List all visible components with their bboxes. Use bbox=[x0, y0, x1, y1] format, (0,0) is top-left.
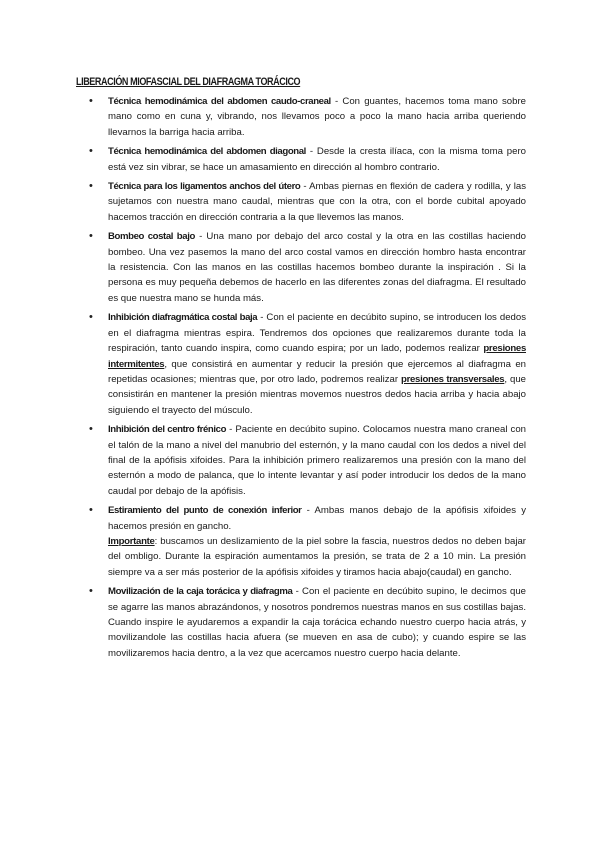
technique-list bbox=[78, 94, 526, 665]
technique-term: Técnica para los ligamentos anchos del útero bbox=[108, 181, 301, 193]
list-item bbox=[78, 94, 526, 140]
list-item bbox=[78, 310, 526, 418]
technique-description: - Paciente en decúbito supino. Colocamos nuestra mano craneal con el talón de la mano a nivel del manubrio del esternón, y la mano caudal con los dedos a nivel del final de la apófisis xifoides. Para la inhibición primero realizaremos una presión con la mano del esternón a modo de palanca, que lo intente levantar y así poder introducir los dedos de la mano caudal por debajo de la apófisis. bbox=[108, 424, 526, 497]
technique-description-end: , que consistirán en mantener la presión mientras movemos nuestros dedos hacia arriba y hacia abajo siguiendo el trayecto del músculo. bbox=[108, 373, 526, 416]
technique-description-cont: , que consistirá en aumentar y reducir la presión que ejercemos al diafragma en repetidas ocasiones; mientras que, por otro lado, podremos realizar bbox=[108, 358, 526, 385]
important-label: Importante bbox=[108, 535, 155, 547]
list-item bbox=[78, 179, 526, 225]
technique-description: - Con el paciente en decúbito supino, se introducen los dedos en el diafragma mientras espira. Tendremos dos opciones que realizaremos durante toda la respiración, tanto cuando inspira, como cuando espira; por un lado, podemos realizar bbox=[108, 312, 526, 355]
technique-term: Estiramiento del punto de conexión inferior bbox=[108, 505, 302, 517]
technique-term: Bombeo costal bajo bbox=[108, 231, 195, 243]
list-item bbox=[78, 229, 526, 306]
technique-description: - Desde la cresta ilíaca, con la misma toma pero está vez sin vibrar, se hace un amasamiento en dirección al hombro contrario. bbox=[108, 146, 526, 173]
technique-term: Técnica hemodinámica del abdomen caudo-craneal bbox=[108, 96, 331, 107]
emphasis-intermittent-pressure: presiones intermitentes bbox=[108, 343, 526, 370]
important-text: : buscamos un deslizamiento de la piel sobre la fascia, nuestros dedos no deben bajar del ombligo. Durante la espiración aumentamos la presión, se trata de 2 a 10 min. La presión siempre va a ser más posterior de la apófisis xifoides y tiramos hacia abajo(caudal) en gancho. bbox=[108, 535, 526, 578]
technique-description: - Ambas manos debajo de la apófisis xifoides y hacemos presión en gancho. bbox=[108, 505, 526, 532]
technique-description: - Una mano por debajo del arco costal y la otra en las costillas haciendo bombeo. Una vez pasemos la mano del arco costal vamos en dirección hombro hasta encontrar la resistencia. Con las manos en las costillas hacemos bombeo durante la inspiración . Si la persona es muy pequeña debemos de hacerlo en las diferentes zonas del diafragma. El resultado es que nuestra mano se hunda más. bbox=[108, 231, 526, 304]
emphasis-transverse-pressure: presiones transversales bbox=[401, 373, 505, 385]
list-item bbox=[78, 144, 526, 175]
list-item bbox=[78, 422, 526, 499]
technique-description: - Con el paciente en decúbito supino, le decimos que se agarre las manos abrazándonos, y nosotros pondremos nuestras manos en sus costillas bajas. Cuando inspire le ayudaremos a expandir la caja torácica echando nuestro cuerpo hacia atrás, y movilizandole las costillas hacia afuera (se mueven en asa de cubo); y cuando espire se las movilizaremos hacia dentro, a la vez que acercamos nuestro cuerpo hacia delante. bbox=[108, 586, 526, 659]
list-item bbox=[78, 584, 526, 661]
list-item bbox=[78, 503, 526, 580]
technique-description: - Ambas piernas en flexión de cadera y rodilla, y las sujetamos con nuestra mano caudal, mientras que con la otra, con el borde cubital apoyado hacemos tracción en dirección contraria a la que llevemos las manos. bbox=[108, 181, 526, 223]
page-title: LIBERACIÓN MIOFASCIAL DEL DIAFRAGMA TORÁCICO bbox=[76, 76, 301, 88]
technique-term: Inhibición del centro frénico bbox=[108, 424, 227, 436]
technique-term: Inhibición diafragmática costal baja bbox=[108, 312, 258, 324]
important-note bbox=[108, 534, 526, 580]
technique-description: - Con guantes, hacemos toma mano sobre mano como en cuna y, vibrando, nos llevamos poco a poco la mano hacia arriba queriendo llevarnos la barriga hacia arriba. bbox=[108, 96, 527, 138]
technique-term: Movilización de la caja torácica y diafragma bbox=[108, 586, 293, 598]
technique-term: Técnica hemodinámica del abdomen diagonal bbox=[108, 146, 306, 158]
